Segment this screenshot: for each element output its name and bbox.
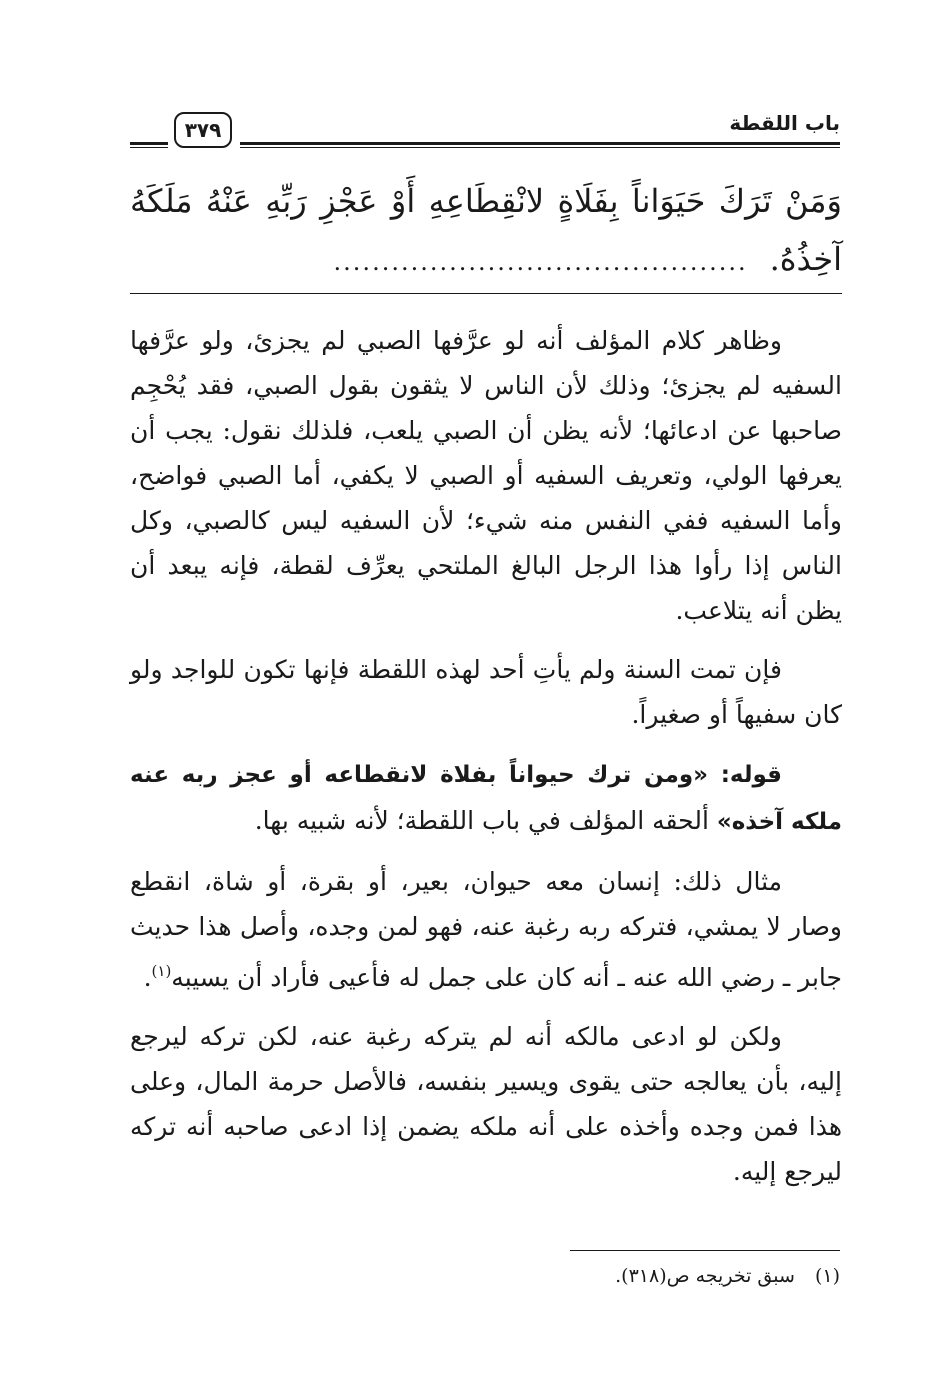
commentary xyxy=(130,318,842,1208)
paragraph-4 xyxy=(130,859,842,1000)
paragraph-2-text: فإن تمت السنة ولم يأتِ أحد لهذه اللقطة فإنها تكون للواجد ولو كان سفيهاً أو صغيراً. xyxy=(130,655,842,729)
footnote-1 xyxy=(615,1262,840,1290)
paragraph-4-text: مثال ذلك: إنسان معه حيوان، بعير، أو بقرة، أو شاة، انقطع وصار لا يمشي، فتركه ربه رغبة عنه، فهو لمن وجده، وأصل هذا حديث جابر ـ رضي الله عنه ـ أنه كان على جمل له فأعيى فأراد أن يسيبه xyxy=(130,867,842,992)
paragraph-5 xyxy=(130,1014,842,1194)
header-rule-right xyxy=(240,142,840,148)
matn-separator xyxy=(130,293,842,294)
footnote-reference[interactable]: (١) xyxy=(151,962,172,980)
matn-line-1: وَمَنْ تَرَكَ حَيَوَاناً بِفَلَاةٍ لانْقِطَاعِهِ أَوْ عَجْزِ رَبِّهِ عَنْهُ مَلَكَهُ xyxy=(130,182,842,220)
footnote-number: (١) xyxy=(814,1265,840,1287)
footnote-separator xyxy=(570,1250,840,1251)
matn-line-2-text: آخِذُهُ. xyxy=(769,240,842,278)
page-header xyxy=(130,108,840,156)
matn-dots: ........................................... xyxy=(333,248,748,276)
paragraph-3-text: ألحقه المؤلف في باب اللقطة؛ لأنه شبيه بها. xyxy=(254,806,717,835)
footnote-text: سبق تخريجه ص(٣١٨). xyxy=(615,1265,795,1287)
paragraph-5-text: ولكن لو ادعى مالكه أنه لم يتركه رغبة عنه، لكن تركه ليرجع إليه، بأن يعالجه حتى يقوى ويسير بنفسه، فالأصل حرمة المال، وعلى هذا فمن وجده وأخذه على أنه ملكه يضمن إذا ادعى صاحبه أنه تركه ليرجع إليه. xyxy=(130,1022,842,1186)
matn-text xyxy=(130,172,842,291)
paragraph-3 xyxy=(130,751,842,845)
paragraph-1-text: وظاهر كلام المؤلف أنه لو عرَّفها الصبي لم يجزئ، ولو عرَّفها السفيه لم يجزئ؛ وذلك لأن الناس لا يثقون بقول الصبي، فقد يُحْجِم صاحبها عن ادعائها؛ لأنه يظن أن الصبي يلعب، فلذلك نقول: يجب أن يعرفها الولي، وتعريف السفيه أو الصبي لا يكفي، أما الصبي فواضح، وأما السفيه ففي النفس منه شيء؛ لأن السفيه ليس كالصبي، وكل الناس إذا رأوا هذا الرجل البالغ الملتحي يعرِّف لقطة، فإنه يبعد أن يظن أنه يتلاعب. xyxy=(130,326,842,625)
paragraph-4-text-after: . xyxy=(143,963,152,992)
chapter-title: باب اللقطة xyxy=(729,111,840,135)
paragraph-1 xyxy=(130,318,842,633)
page-number: ٣٧٩ xyxy=(174,112,232,148)
paragraph-3-lead: قوله: «ومن ترك حيواناً بفلاة لانقطاعه أو عجز ربه عنه ملكه آخذه» xyxy=(130,762,842,835)
header-rule-left xyxy=(130,142,168,148)
paragraph-2 xyxy=(130,647,842,737)
matn-line-2 xyxy=(130,230,842,291)
